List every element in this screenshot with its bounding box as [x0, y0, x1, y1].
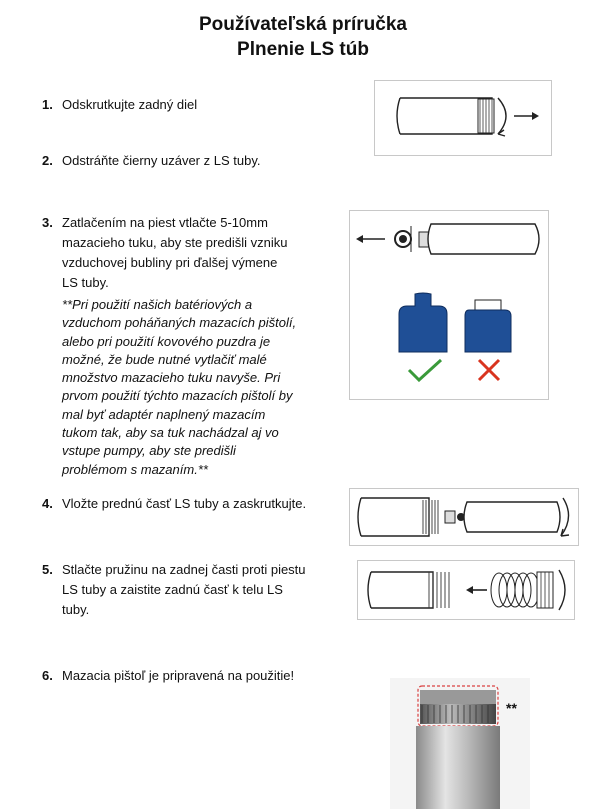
page-subtitle: Plnenie LS túb: [237, 39, 369, 60]
step-number: 5.: [42, 562, 53, 577]
step-text: [62, 560, 352, 620]
note-line: tukom tak, aby sa tuk nachádzal aj vo: [62, 425, 279, 441]
tube-front-illustration: [349, 488, 579, 546]
step-number: 4.: [42, 496, 53, 511]
step-text-line: vzduchovej bubliny pri ďalšej výmene: [62, 255, 278, 270]
step-text: [62, 213, 352, 293]
note-line: mal byť adaptér naplnený mazacím: [62, 406, 266, 422]
figure-spring-rear: [357, 560, 575, 620]
note-line: možné, že bude nutné vytlačiť malé: [62, 351, 267, 367]
note-line: vstupe pumpy, aby ste predišli: [62, 443, 236, 459]
step-text-line: LS tuby.: [62, 275, 109, 290]
note-line: alebo pri použití kovového puzdra je: [62, 333, 271, 349]
note-line: **Pri použití našich batériových a: [62, 297, 253, 312]
figure-push-piston: [349, 210, 549, 400]
step-text: Odskrutkujte zadný diel: [62, 97, 198, 112]
step-number: 3.: [42, 215, 53, 230]
step-text-line: tuby.: [62, 602, 90, 617]
step-number: 6.: [42, 668, 53, 683]
note-line: množstvo mazacieho tuku navyše. Pri: [62, 370, 281, 386]
lubrication-note: [62, 296, 332, 479]
note-line: vzduchom poháňaných mazacích pištolí,: [62, 315, 297, 331]
tube-rear-illustration: [374, 80, 552, 156]
step-number: 2.: [42, 153, 53, 168]
note-line: prvom použití týchto mazacích pištolí by: [62, 388, 293, 404]
figure-insert-front: [349, 488, 579, 546]
step-text-line: LS tuby a zaistite zadnú časť k telu LS: [62, 582, 283, 597]
figure-unscrew-rear: [374, 80, 552, 156]
step-text-line: Zatlačením na piest vtlačte 5-10mm: [62, 215, 268, 230]
step-text-line: Stlačte pružinu na zadnej časti proti piestu: [62, 562, 306, 577]
step-text-line: mazacieho tuku, aby ste predišli vzniku: [62, 235, 288, 250]
figure-ready-gun: [390, 678, 530, 809]
note-line: problémom s mazaním.**: [62, 461, 208, 477]
step-number: 1.: [42, 97, 53, 112]
figure-marker: **: [506, 700, 517, 716]
piston-caps-illustration: [349, 210, 549, 400]
step-text: Vložte prednú časť LS tuby a zaskrutkujte.: [62, 496, 307, 511]
step-text: Mazacia pištoľ je pripravená na použitie!: [62, 668, 295, 683]
page-title: Používateľská príručka: [199, 14, 407, 35]
spring-illustration: [357, 560, 575, 620]
grease-gun-photo: [390, 678, 530, 809]
step-text: Odstráňte čierny uzáver z LS tuby.: [62, 153, 261, 168]
